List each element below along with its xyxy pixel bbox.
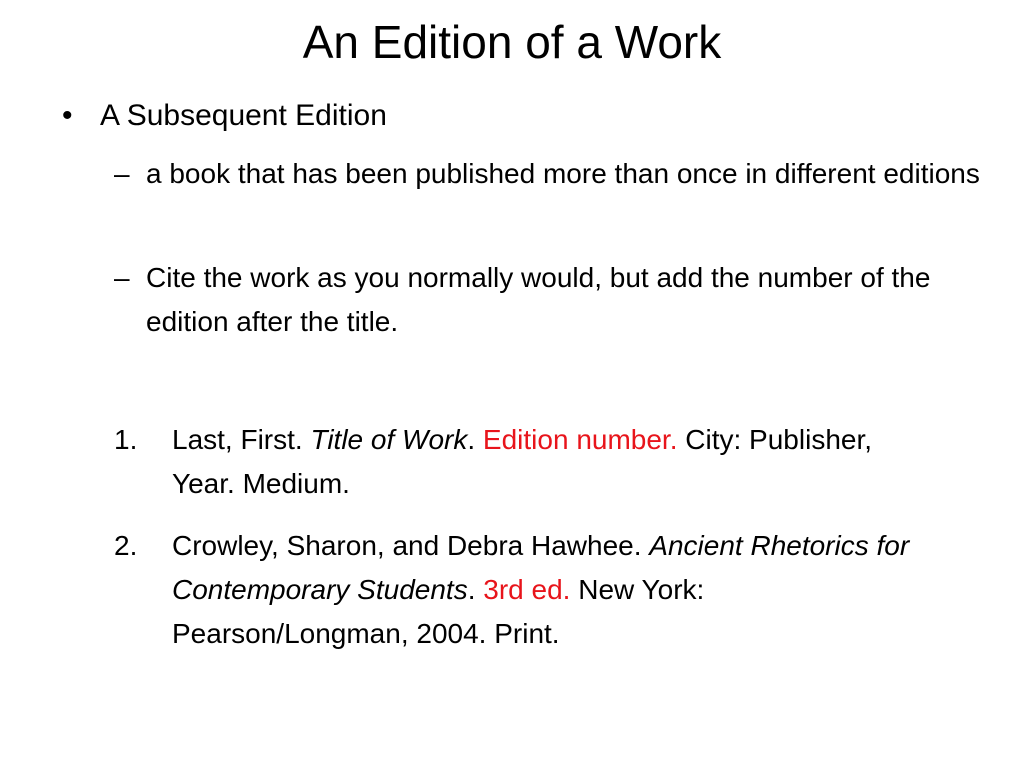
citation-edition: 3rd ed.	[483, 574, 571, 605]
bullet-marker: •	[62, 99, 73, 132]
citation-publication: New York: Pearson/Longman, 2004. Print.	[172, 574, 705, 649]
citation-edition: Edition number.	[482, 424, 678, 455]
dash-marker: –	[114, 262, 130, 293]
sub-bullet-text: a book that has been published more than once in different editions	[146, 158, 980, 189]
numbered-item	[114, 524, 914, 656]
dash-marker: –	[114, 158, 130, 189]
sub-bullet-item	[114, 256, 984, 344]
slide-title: An Edition of a Work	[302, 16, 722, 68]
bullet-item	[62, 96, 387, 136]
citation-publication: City: Publisher, Year. Medium.	[172, 424, 873, 499]
citation-title: Title of Work	[310, 424, 468, 455]
sub-bullet-text: Cite the work as you normally would, but add the number of the edition after the title.	[146, 262, 931, 337]
number-marker: 2.	[114, 530, 138, 561]
citation-punct: .	[467, 424, 483, 455]
numbered-item	[114, 418, 914, 506]
citation-author: Crowley, Sharon, and Debra Hawhee.	[172, 530, 650, 561]
citation-author: Last, First.	[172, 424, 311, 455]
citation-text	[114, 418, 914, 506]
number-marker: 1.	[114, 424, 138, 455]
citation-title: Ancient Rhetorics for Contemporary Students	[172, 530, 910, 605]
citation-text	[114, 524, 914, 656]
bullet-text: A Subsequent Edition	[100, 99, 387, 132]
sub-bullet-item	[114, 152, 984, 196]
citation-punct: .	[467, 574, 484, 605]
